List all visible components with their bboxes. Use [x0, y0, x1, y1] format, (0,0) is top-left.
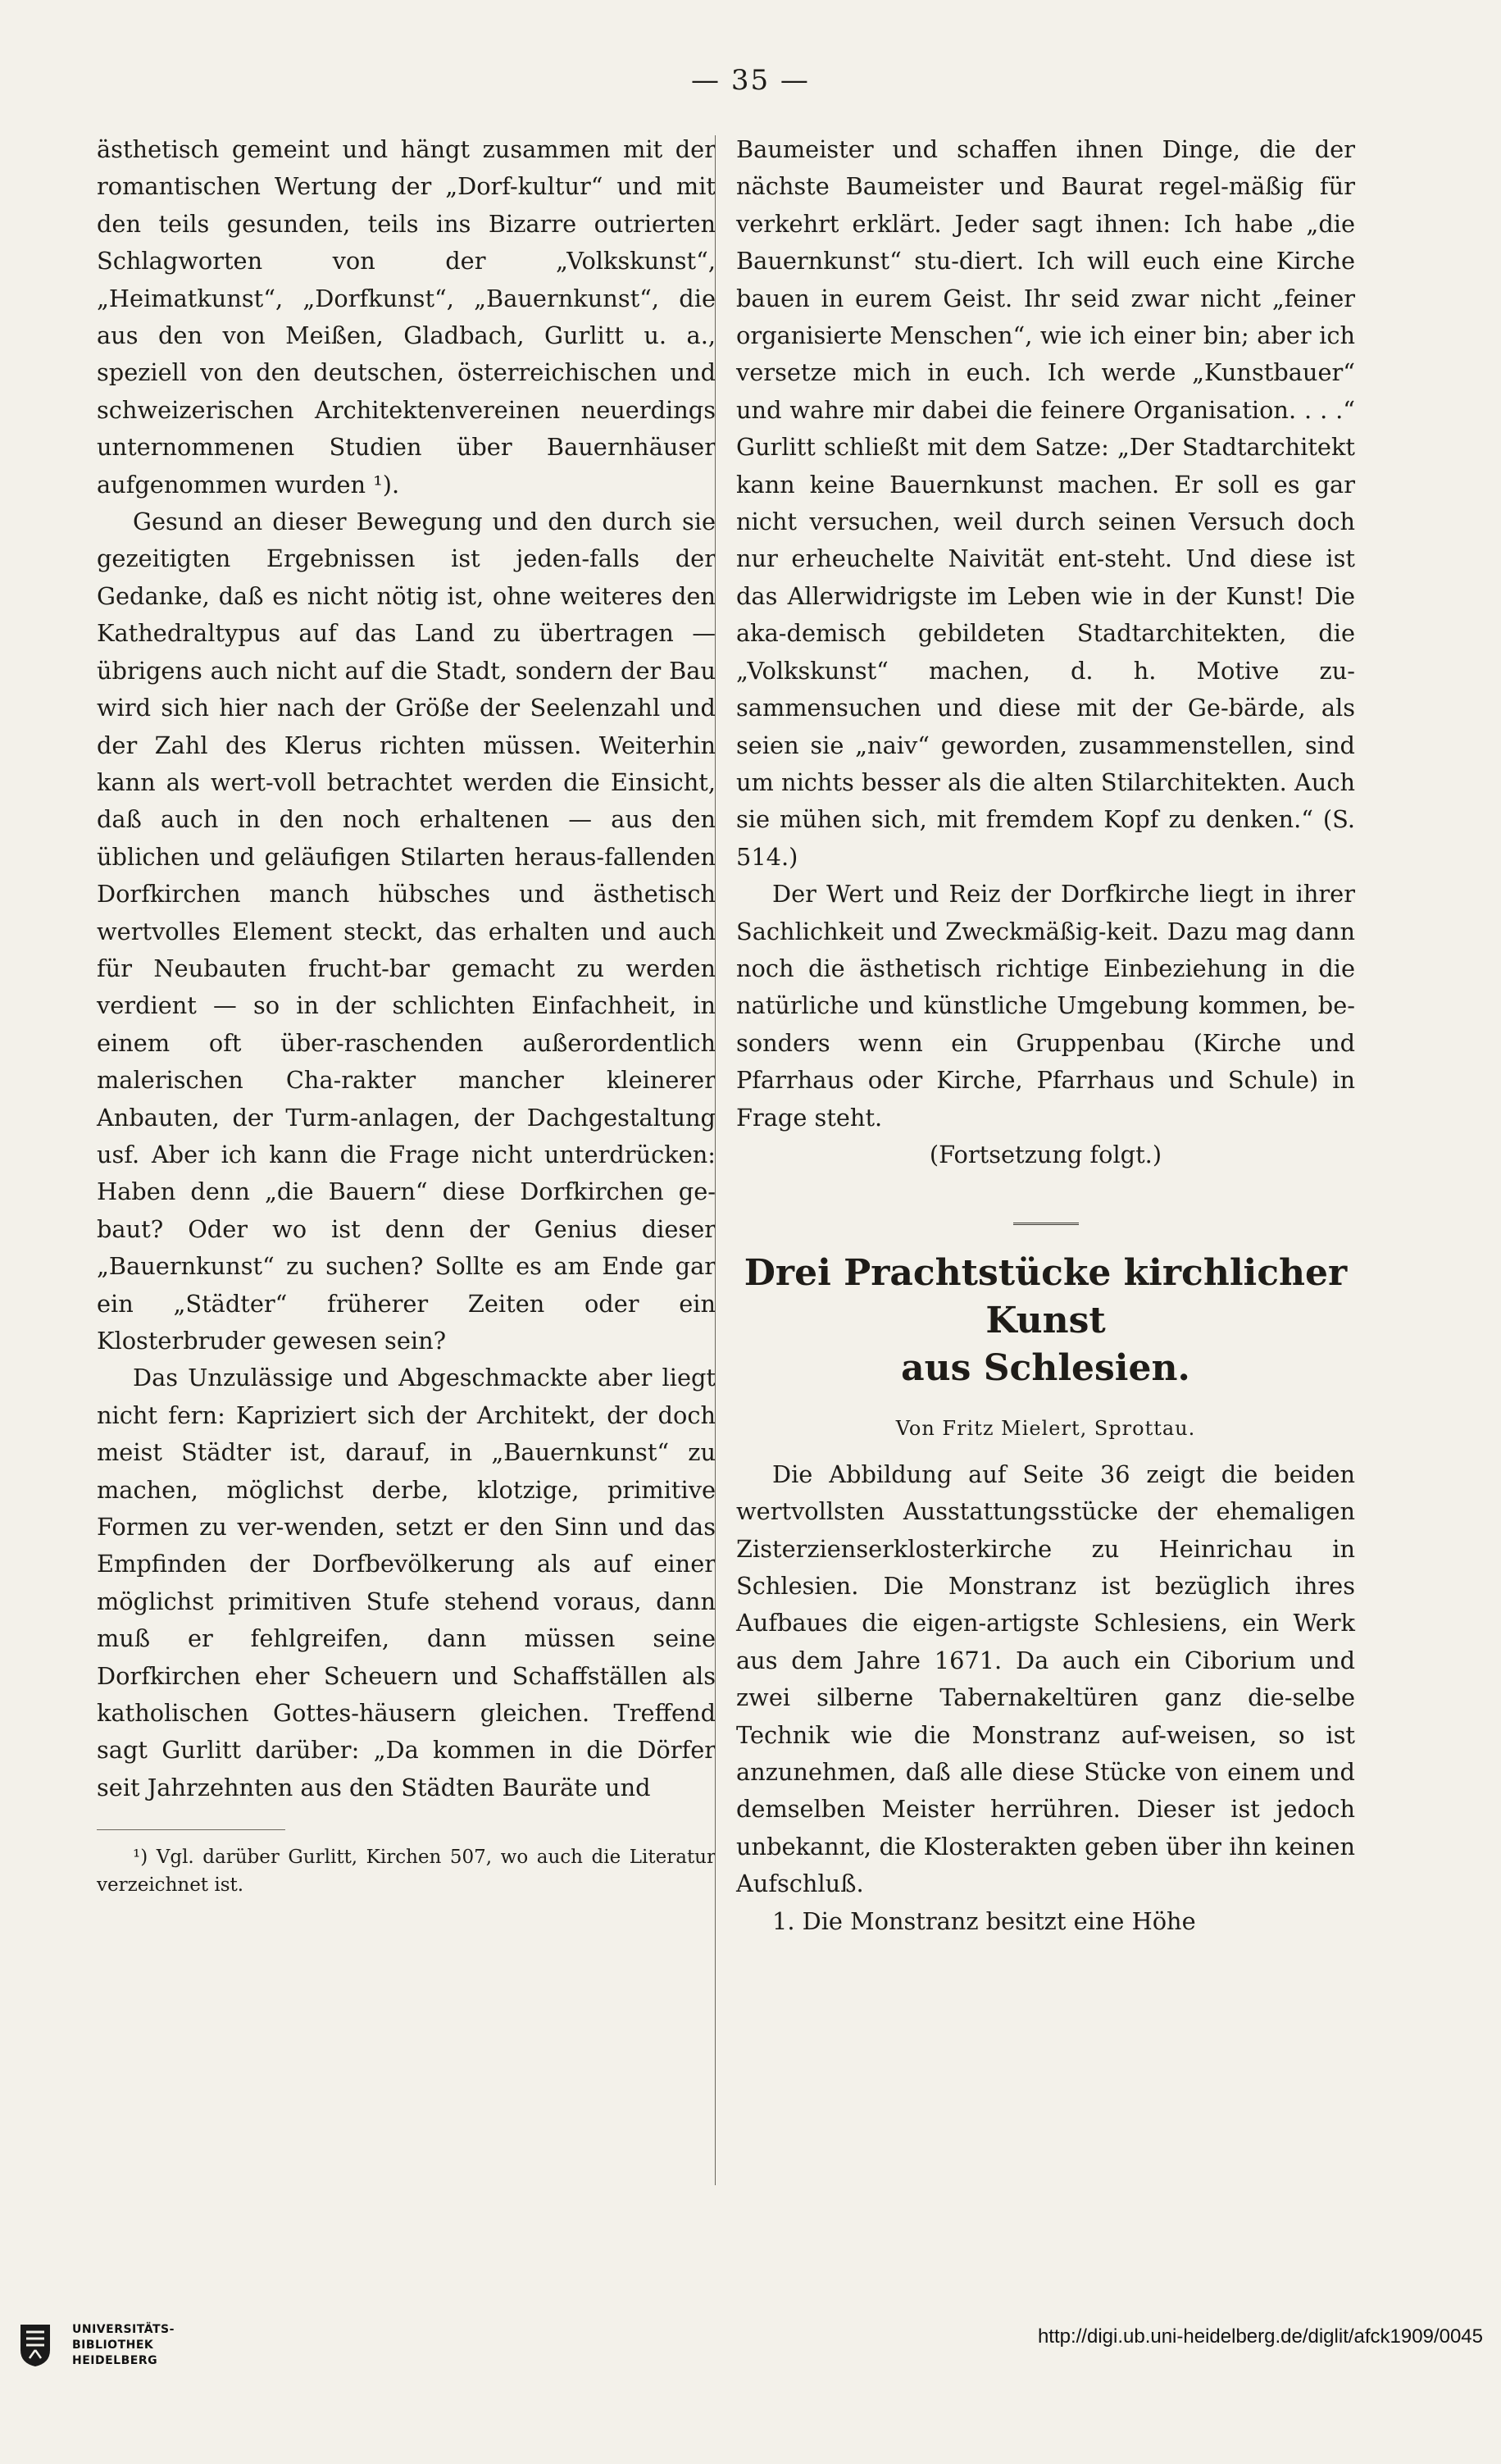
right-column — [736, 131, 1355, 1940]
article-title — [736, 1250, 1355, 1392]
university-seal-icon — [18, 2322, 52, 2368]
left-column — [97, 131, 716, 1899]
page-number: — 35 — — [691, 64, 810, 97]
paragraph: Gesund an dieser Bewegung und den durch sie gezeitigten Ergebnissen ist jeden-falls der Gedanke, daß es nicht nötig ist, ohne weiteres den Kathedraltypus auf das Land zu übertragen — übrigens auch nicht auf die Stadt, sondern der Bau wird sich hier nach der Größe der Seelenzahl und der Zahl des Klerus richten müssen. Weiterhin kann als wert-voll betrachtet werden die Einsicht, daß auch in den noch erhaltenen — aus den üblichen und geläufigen Stilarten heraus-fallenden Dorfkirchen manch hübsches und ästhetisch wertvolles Element steckt, das erhalten und auch für Neubauten frucht-bar gemacht zu werden verdient — so in der schlichten Einfachheit, in einem oft über-raschenden außerordentlich malerischen Cha-rakter mancher kleinerer Anbauten, der Turm-anlagen, der Dachgestaltung usf. Aber ich kann die Frage nicht unterdrücken: Haben denn „die Bauern“ diese Dorfkirchen ge-baut? Oder wo ist denn der Genius dieser „Bauernkunst“ zu suchen? Sollte es am Ende gar ein „Städter“ früherer Zeiten oder ein Klosterbruder gewesen sein? — [97, 508, 716, 1355]
paragraph: 1. Die Monstranz besitzt eine Höhe — [772, 1906, 1196, 1935]
column-divider — [715, 135, 716, 2185]
footnote: ¹) Vgl. darüber Gurlitt, Kirchen 507, wo auch die Literatur verzeichnet ist. — [97, 1847, 716, 1897]
paragraph: Die Abbildung auf Seite 36 zeigt die beiden wertvollsten Ausstattungsstücke der ehemaligen Zisterzienserklosterkirche zu Heinrichau in Schlesien. Die Monstranz ist bezüglich ihres Aufbaues die eigen-artigste Schlesiens, ein Werk aus dem Jahre 1671. Da auch ein Ciborium und zwei silberne Tabernakeltüren ganz die-selbe Technik wie die Monstranz auf-weisen, so ist anzunehmen, daß alle diese Stücke von einem und demselben Meister herrühren. Dieser ist jedoch unbekannt, die Klosterakten geben über ihn keinen Aufschluß. — [736, 1460, 1355, 1898]
section-separator — [1013, 1223, 1079, 1225]
paragraph: ästhetisch gemeint und hängt zusammen mit der romantischen Wertung der „Dorf-kultur“ und mit den teils gesunden, teils ins Bizarre outrierten Schlagworten von der „Volkskunst“, „Heimatkunst“, „Dorfkunst“, „Bauernkunst“, die aus den von Meißen, Gladbach, Gurlitt u. a., speziell von den deutschen, österreichischen und schweizerischen Architektenvereinen neuerdings unternommenen Studien über Bauernhäuser aufgenommen wurden ¹). — [97, 135, 716, 499]
paragraph: Das Unzulässige und Abgeschmackte aber liegt nicht fern: Kapriziert sich der Architekt, der doch meist Städter ist, darauf, in „Bauernkunst“ zu machen, möglichst derbe, klotzige, primitive Formen zu ver-wenden, setzt er den Sinn und das Empfinden der Dorfbevölkerung als auf einer möglichst primitiven Stufe stehend voraus, dann muß er fehlgreifen, dann müssen seine Dorfkirchen eher Scheuern und Schaffställen als katholischen Gottes-häusern gleichen. Treffend sagt Gurlitt darüber: „Da kommen in die Dörfer seit Jahrzehnten aus den Städten Bauräte und — [97, 1364, 716, 1801]
library-name: UNIVERSITÄTS- BIBLIOTHEK HEIDELBERG — [72, 2323, 175, 2367]
article-title-line1: Drei Prachtstücke kirchlicher Kunst — [744, 1252, 1348, 1342]
article-title-line2: aus Schlesien. — [901, 1347, 1190, 1390]
continuation-note: (Fortsetzung folgt.) — [929, 1140, 1162, 1168]
paragraph: Der Wert und Reiz der Dorfkirche liegt in ihrer Sachlichkeit und Zweckmäßig-keit. Dazu mag dann noch die ästhetisch richtige Einbeziehung in die natürliche und künstliche Umgebung kommen, be-sonders wenn ein Gruppenbau (Kirche und Pfarrhaus oder Kirche, Pfarrhaus und Schule) in Frage steht. — [736, 880, 1355, 1132]
paragraph: Baumeister und schaffen ihnen Dinge, die der nächste Baumeister und Baurat regel-mäßig für verkehrt erklärt. Jeder sagt ihnen: Ich habe „die Bauernkunst“ stu-diert. Ich will euch eine Kirche bauen in eurem Geist. Ihr seid zwar nicht „feiner organisierte Menschen“, wie ich einer bin; aber ich versetze mich in euch. Ich werde „Kunstbauer“ und wahre mir dabei die feinere Organisation. . . .“ Gurlitt schließt mit dem Satze: „Der Stadtarchitekt kann keine Bauernkunst machen. Er soll es gar nicht versuchen, weil durch seinen Versuch doch nur erheuchelte Naivität ent-steht. Und diese ist das Allerwidrigste im Leben wie in der Kunst! Die aka-demisch gebildeten Stadtarchitekten, die „Volkskunst“ machen, d. h. Motive zu-sammensuchen und diese mit der Ge-bärde, als seien sie „naiv“ geworden, zusammenstellen, sind um nichts besser als die alten Stilarchitekten. Auch sie mühen sich, mit fremdem Kopf zu denken.“ (S. 514.) — [736, 135, 1355, 871]
source-url-link[interactable]: http://digi.ub.uni-heidelberg.de/diglit/afck1909/0045 — [1037, 2325, 1483, 2348]
byline: Von Fritz Mielert, Sprottau. — [895, 1417, 1196, 1441]
footnote-rule — [97, 1829, 285, 1830]
library-logo[interactable] — [18, 2322, 190, 2412]
